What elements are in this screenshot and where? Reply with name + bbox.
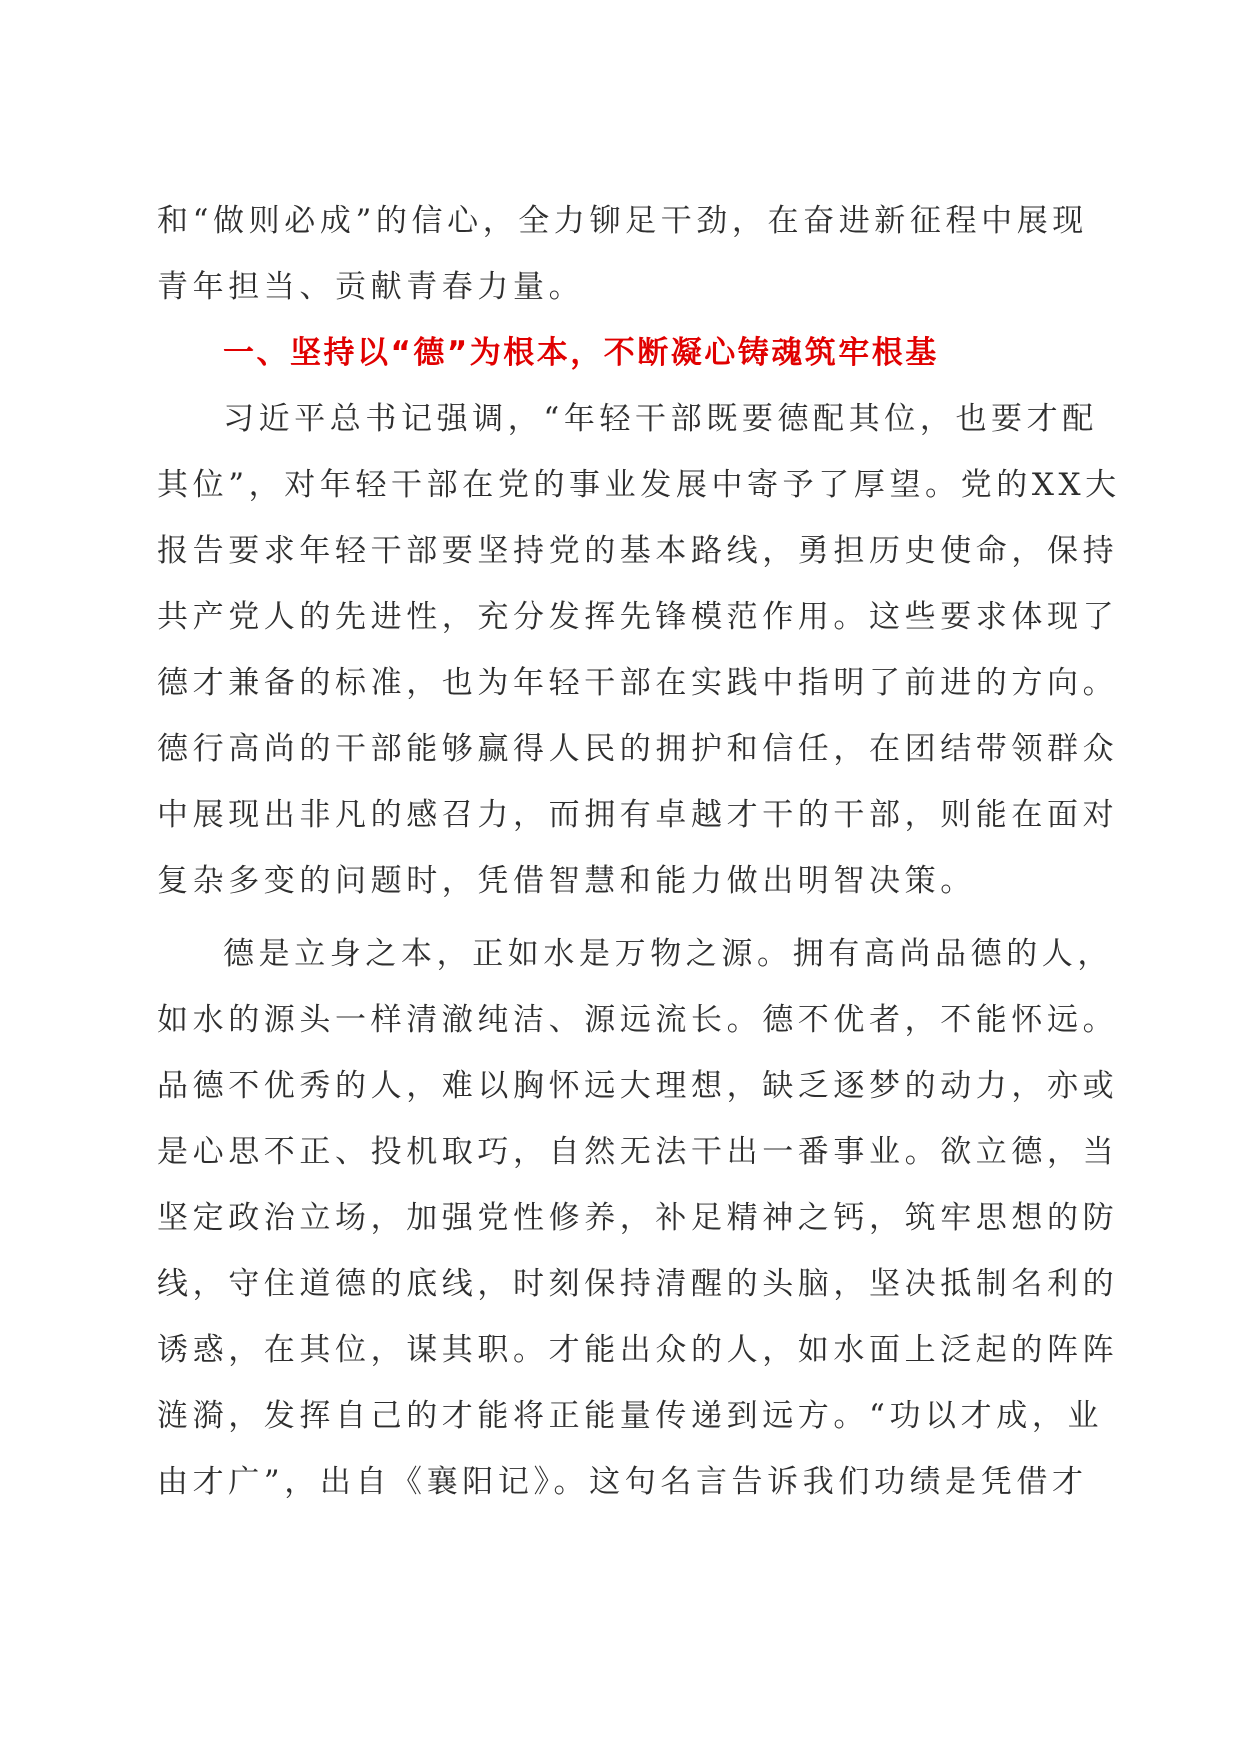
text-line: 共产党人的先进性，充分发挥先锋模范作用。这些要求体现了 [157, 599, 1119, 635]
text-line: 其位”，对年轻干部在党的事业发展中寄予了厚望。党的XX大 [157, 467, 1121, 503]
paragraph [157, 921, 1119, 1515]
text-line: 德行高尚的干部能够赢得人民的拥护和信任，在团结带领群众 [157, 731, 1119, 767]
text-line: 青年担当、贡献青春力量。 [157, 269, 585, 305]
text-line: 报告要求年轻干部要坚持党的基本路线，勇担历史使命，保持 [157, 533, 1119, 569]
text-line: 诱惑，在其位，谋其职。才能出众的人，如水面上泛起的阵阵 [157, 1332, 1119, 1368]
paragraph [157, 386, 1121, 914]
text-line: 中展现出非凡的感召力，而拥有卓越才干的干部，则能在面对 [157, 797, 1119, 833]
text-line: 德是立身之本，正如水是万物之源。拥有高尚品德的人， [223, 936, 1113, 972]
text-line: 品德不优秀的人，难以胸怀远大理想，缺乏逐梦的动力，亦或 [157, 1068, 1119, 1104]
text-line: 是心思不正、投机取巧，自然无法干出一番事业。欲立德，当 [157, 1134, 1119, 1170]
document-body [157, 188, 1121, 1515]
text-line: 涟漪，发挥自己的才能将正能量传递到远方。“功以才成，业 [157, 1398, 1104, 1434]
text-line: 由才广”，出自《襄阳记》。这句名言告诉我们功绩是凭借才 [157, 1464, 1088, 1500]
text-line: 复杂多变的问题时，凭借智慧和能力做出明智决策。 [157, 863, 976, 899]
text-line: 和“做则必成”的信心，全力铆足干劲，在奋进新征程中展现 [157, 203, 1088, 239]
text-line: 坚定政治立场，加强党性修养，补足精神之钙，筑牢思想的防 [157, 1200, 1119, 1236]
section-heading: 一、坚持以“德”为根本，不断凝心铸魂筑牢根基 [223, 335, 939, 371]
text-line: 线，守住道德的底线，时刻保持清醒的头脑，坚决抵制名利的 [157, 1266, 1119, 1302]
continued-paragraph [157, 188, 1087, 320]
text-line: 如水的源头一样清澈纯洁、源远流长。德不优者，不能怀远。 [157, 1002, 1119, 1038]
text-line: 习近平总书记强调，“年轻干部既要德配其位，也要才配 [223, 401, 1098, 437]
text-line: 德才兼备的标准，也为年轻干部在实践中指明了前进的方向。 [157, 665, 1119, 701]
